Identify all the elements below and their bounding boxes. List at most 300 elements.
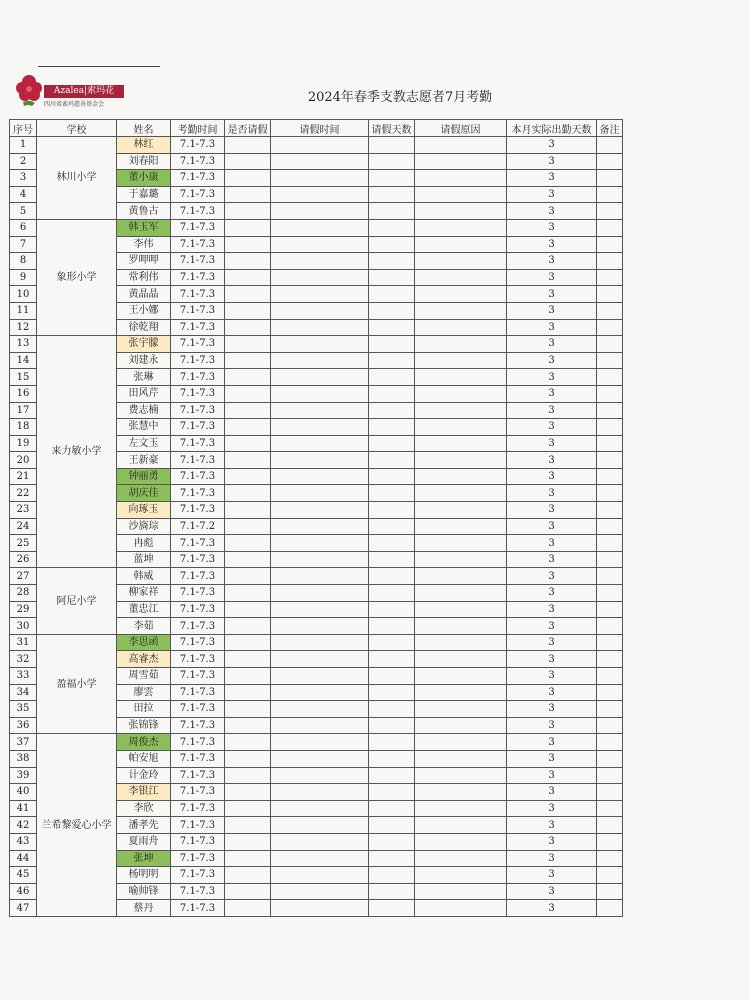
attendance-period: 7.1-7.3	[171, 634, 225, 651]
volunteer-name: 韩玉军	[117, 219, 171, 236]
school-name: 来力敏小学	[37, 336, 117, 568]
col-header-leave-reason: 请假原因	[415, 120, 507, 137]
row-number: 9	[10, 269, 37, 286]
volunteer-name: 帕安旭	[117, 750, 171, 767]
row-number: 19	[10, 435, 37, 452]
actual-attendance-days: 3	[507, 651, 597, 668]
leave-days	[369, 867, 415, 884]
logo-brand-text: Azalea|索玛花	[44, 85, 124, 98]
leave-reason	[415, 419, 507, 436]
actual-attendance-days: 3	[507, 551, 597, 568]
row-number: 38	[10, 750, 37, 767]
actual-attendance-days: 3	[507, 867, 597, 884]
actual-attendance-days: 3	[507, 435, 597, 452]
volunteer-name: 蔡丹	[117, 900, 171, 917]
actual-attendance-days: 3	[507, 817, 597, 834]
volunteer-name: 李欣	[117, 800, 171, 817]
actual-attendance-days: 3	[507, 153, 597, 170]
remark	[597, 734, 623, 751]
actual-attendance-days: 3	[507, 319, 597, 336]
leave-time	[271, 551, 369, 568]
leave-time	[271, 668, 369, 685]
logo-subtitle: 四川省索玛慈善基金会	[44, 101, 105, 108]
leave-reason	[415, 219, 507, 236]
table-row	[10, 634, 623, 651]
leave-days	[369, 352, 415, 369]
row-number: 18	[10, 419, 37, 436]
leave-reason	[415, 850, 507, 867]
remark	[597, 601, 623, 618]
leave-flag	[225, 286, 271, 303]
leave-reason	[415, 186, 507, 203]
attendance-table	[9, 119, 623, 917]
leave-time	[271, 684, 369, 701]
row-number: 45	[10, 867, 37, 884]
leave-days	[369, 618, 415, 635]
row-number: 36	[10, 717, 37, 734]
leave-flag	[225, 900, 271, 917]
leave-time	[271, 419, 369, 436]
volunteer-name: 田拉	[117, 701, 171, 718]
leave-flag	[225, 137, 271, 154]
volunteer-name: 张坤	[117, 850, 171, 867]
leave-time	[271, 435, 369, 452]
attendance-period: 7.1-7.3	[171, 137, 225, 154]
volunteer-name: 徐乾翔	[117, 319, 171, 336]
attendance-period: 7.1-7.3	[171, 219, 225, 236]
leave-reason	[415, 435, 507, 452]
leave-time	[271, 385, 369, 402]
remark	[597, 170, 623, 187]
row-number: 33	[10, 668, 37, 685]
actual-attendance-days: 3	[507, 833, 597, 850]
leave-time	[271, 585, 369, 602]
leave-time	[271, 634, 369, 651]
leave-flag	[225, 385, 271, 402]
attendance-period: 7.1-7.3	[171, 867, 225, 884]
leave-flag	[225, 618, 271, 635]
attendance-period: 7.1-7.3	[171, 468, 225, 485]
leave-days	[369, 518, 415, 535]
leave-days	[369, 734, 415, 751]
leave-reason	[415, 701, 507, 718]
attendance-period: 7.1-7.3	[171, 435, 225, 452]
page-title: 2024年春季支教志愿者7月考勤	[307, 90, 493, 105]
volunteer-name: 钟丽勇	[117, 468, 171, 485]
attendance-period: 7.1-7.3	[171, 850, 225, 867]
leave-flag	[225, 767, 271, 784]
leave-time	[271, 170, 369, 187]
leave-flag	[225, 518, 271, 535]
leave-days	[369, 435, 415, 452]
leave-reason	[415, 518, 507, 535]
leave-reason	[415, 800, 507, 817]
leave-flag	[225, 784, 271, 801]
volunteer-name: 李茹	[117, 618, 171, 635]
attendance-period: 7.1-7.3	[171, 883, 225, 900]
leave-flag	[225, 883, 271, 900]
row-number: 2	[10, 153, 37, 170]
volunteer-name: 王小娜	[117, 302, 171, 319]
leave-flag	[225, 452, 271, 469]
attendance-period: 7.1-7.3	[171, 618, 225, 635]
row-number: 4	[10, 186, 37, 203]
volunteer-name: 周俊杰	[117, 734, 171, 751]
attendance-period: 7.1-7.3	[171, 419, 225, 436]
leave-reason	[415, 634, 507, 651]
leave-days	[369, 784, 415, 801]
row-number: 13	[10, 336, 37, 353]
leave-time	[271, 734, 369, 751]
leave-time	[271, 137, 369, 154]
leave-reason	[415, 485, 507, 502]
leave-reason	[415, 286, 507, 303]
volunteer-name: 高睿杰	[117, 651, 171, 668]
leave-reason	[415, 568, 507, 585]
leave-days	[369, 170, 415, 187]
leave-time	[271, 900, 369, 917]
volunteer-name: 张锦锋	[117, 717, 171, 734]
leave-reason	[415, 402, 507, 419]
remark	[597, 833, 623, 850]
school-name: 兰希黎爱心小学	[37, 734, 117, 917]
col-header-no: 序号	[10, 120, 37, 137]
leave-flag	[225, 302, 271, 319]
leave-reason	[415, 651, 507, 668]
leave-reason	[415, 817, 507, 834]
row-number: 1	[10, 137, 37, 154]
leave-flag	[225, 402, 271, 419]
col-header-leave-days: 请假天数	[369, 120, 415, 137]
leave-days	[369, 302, 415, 319]
actual-attendance-days: 3	[507, 518, 597, 535]
leave-reason	[415, 502, 507, 519]
remark	[597, 701, 623, 718]
leave-flag	[225, 153, 271, 170]
attendance-period: 7.1-7.3	[171, 734, 225, 751]
leave-reason	[415, 883, 507, 900]
leave-flag	[225, 435, 271, 452]
leave-time	[271, 850, 369, 867]
volunteer-name: 张宇朦	[117, 336, 171, 353]
table-row	[10, 137, 623, 154]
actual-attendance-days: 3	[507, 717, 597, 734]
leave-flag	[225, 568, 271, 585]
leave-days	[369, 833, 415, 850]
col-header-leave: 是否请假	[225, 120, 271, 137]
actual-attendance-days: 3	[507, 601, 597, 618]
actual-attendance-days: 3	[507, 585, 597, 602]
leave-flag	[225, 551, 271, 568]
leave-flag	[225, 468, 271, 485]
leave-reason	[415, 253, 507, 270]
row-number: 35	[10, 701, 37, 718]
volunteer-name: 夏雨舟	[117, 833, 171, 850]
volunteer-name: 向琢玉	[117, 502, 171, 519]
remark	[597, 817, 623, 834]
leave-days	[369, 701, 415, 718]
attendance-period: 7.1-7.3	[171, 800, 225, 817]
leave-time	[271, 651, 369, 668]
actual-attendance-days: 3	[507, 734, 597, 751]
actual-attendance-days: 3	[507, 236, 597, 253]
school-name: 盈福小学	[37, 634, 117, 734]
row-number: 3	[10, 170, 37, 187]
attendance-period: 7.1-7.3	[171, 701, 225, 718]
leave-days	[369, 800, 415, 817]
attendance-period: 7.1-7.3	[171, 286, 225, 303]
leave-days	[369, 502, 415, 519]
col-header-school: 学校	[37, 120, 117, 137]
attendance-period: 7.1-7.3	[171, 535, 225, 552]
actual-attendance-days: 3	[507, 219, 597, 236]
leave-days	[369, 817, 415, 834]
col-header-period: 考勤时间	[171, 120, 225, 137]
leave-flag	[225, 850, 271, 867]
attendance-period: 7.1-7.3	[171, 170, 225, 187]
leave-time	[271, 186, 369, 203]
volunteer-name: 刘春阳	[117, 153, 171, 170]
row-number: 34	[10, 684, 37, 701]
remark	[597, 850, 623, 867]
col-header-remark: 备注	[597, 120, 623, 137]
row-number: 24	[10, 518, 37, 535]
attendance-period: 7.1-7.3	[171, 601, 225, 618]
leave-days	[369, 137, 415, 154]
volunteer-name: 董忠江	[117, 601, 171, 618]
table-row	[10, 336, 623, 353]
leave-flag	[225, 170, 271, 187]
leave-time	[271, 717, 369, 734]
volunteer-name: 董小康	[117, 170, 171, 187]
leave-days	[369, 402, 415, 419]
row-number: 25	[10, 535, 37, 552]
leave-days	[369, 883, 415, 900]
leave-flag	[225, 219, 271, 236]
leave-days	[369, 900, 415, 917]
volunteer-name: 杨明明	[117, 867, 171, 884]
actual-attendance-days: 3	[507, 137, 597, 154]
row-number: 37	[10, 734, 37, 751]
row-number: 16	[10, 385, 37, 402]
leave-reason	[415, 668, 507, 685]
volunteer-name: 黄鲁古	[117, 203, 171, 220]
leave-flag	[225, 502, 271, 519]
leave-time	[271, 203, 369, 220]
attendance-period: 7.1-7.3	[171, 319, 225, 336]
remark	[597, 784, 623, 801]
row-number: 39	[10, 767, 37, 784]
leave-reason	[415, 137, 507, 154]
remark	[597, 286, 623, 303]
leave-reason	[415, 867, 507, 884]
leave-flag	[225, 800, 271, 817]
leave-time	[271, 618, 369, 635]
leave-flag	[225, 867, 271, 884]
volunteer-name: 周雪茹	[117, 668, 171, 685]
leave-time	[271, 302, 369, 319]
leave-flag	[225, 336, 271, 353]
table-row	[10, 734, 623, 751]
remark	[597, 568, 623, 585]
leave-days	[369, 369, 415, 386]
remark	[597, 336, 623, 353]
attendance-period: 7.1-7.3	[171, 900, 225, 917]
leave-reason	[415, 269, 507, 286]
actual-attendance-days: 3	[507, 883, 597, 900]
leave-reason	[415, 684, 507, 701]
remark	[597, 800, 623, 817]
volunteer-name: 常利伟	[117, 269, 171, 286]
remark	[597, 767, 623, 784]
actual-attendance-days: 3	[507, 269, 597, 286]
leave-flag	[225, 253, 271, 270]
actual-attendance-days: 3	[507, 485, 597, 502]
attendance-period: 7.1-7.3	[171, 502, 225, 519]
header-rule	[38, 66, 160, 67]
leave-flag	[225, 352, 271, 369]
row-number: 46	[10, 883, 37, 900]
leave-days	[369, 535, 415, 552]
row-number: 31	[10, 634, 37, 651]
row-number: 41	[10, 800, 37, 817]
leave-flag	[225, 419, 271, 436]
leave-days	[369, 568, 415, 585]
actual-attendance-days: 3	[507, 502, 597, 519]
attendance-period: 7.1-7.3	[171, 385, 225, 402]
leave-reason	[415, 369, 507, 386]
leave-days	[369, 269, 415, 286]
actual-attendance-days: 3	[507, 668, 597, 685]
attendance-period: 7.1-7.3	[171, 352, 225, 369]
leave-days	[369, 385, 415, 402]
volunteer-name: 李伟	[117, 236, 171, 253]
actual-attendance-days: 3	[507, 701, 597, 718]
actual-attendance-days: 3	[507, 419, 597, 436]
leave-reason	[415, 302, 507, 319]
remark	[597, 253, 623, 270]
leave-reason	[415, 170, 507, 187]
row-number: 10	[10, 286, 37, 303]
leave-reason	[415, 468, 507, 485]
leave-flag	[225, 585, 271, 602]
volunteer-name: 李思函	[117, 634, 171, 651]
attendance-period: 7.1-7.3	[171, 402, 225, 419]
leave-time	[271, 568, 369, 585]
remark	[597, 750, 623, 767]
volunteer-name: 韩威	[117, 568, 171, 585]
actual-attendance-days: 3	[507, 900, 597, 917]
row-number: 21	[10, 468, 37, 485]
row-number: 42	[10, 817, 37, 834]
volunteer-name: 沙旖琮	[117, 518, 171, 535]
volunteer-name: 张琳	[117, 369, 171, 386]
actual-attendance-days: 3	[507, 402, 597, 419]
school-name: 林川小学	[37, 137, 117, 220]
remark	[597, 717, 623, 734]
actual-attendance-days: 3	[507, 535, 597, 552]
volunteer-name: 于嘉璐	[117, 186, 171, 203]
table-row	[10, 568, 623, 585]
volunteer-name: 潘孝先	[117, 817, 171, 834]
actual-attendance-days: 3	[507, 767, 597, 784]
remark	[597, 302, 623, 319]
leave-time	[271, 867, 369, 884]
leave-days	[369, 219, 415, 236]
leave-time	[271, 253, 369, 270]
leave-reason	[415, 551, 507, 568]
leave-flag	[225, 236, 271, 253]
actual-attendance-days: 3	[507, 850, 597, 867]
leave-flag	[225, 319, 271, 336]
leave-time	[271, 219, 369, 236]
leave-days	[369, 717, 415, 734]
leave-days	[369, 153, 415, 170]
leave-reason	[415, 352, 507, 369]
attendance-period: 7.1-7.3	[171, 585, 225, 602]
remark	[597, 651, 623, 668]
row-number: 23	[10, 502, 37, 519]
row-number: 30	[10, 618, 37, 635]
leave-time	[271, 352, 369, 369]
volunteer-name: 王新豪	[117, 452, 171, 469]
leave-flag	[225, 601, 271, 618]
leave-time	[271, 883, 369, 900]
leave-time	[271, 767, 369, 784]
leave-reason	[415, 203, 507, 220]
remark	[597, 137, 623, 154]
leave-days	[369, 750, 415, 767]
leave-time	[271, 153, 369, 170]
remark	[597, 668, 623, 685]
volunteer-name: 喻帅锋	[117, 883, 171, 900]
volunteer-name: 冉彪	[117, 535, 171, 552]
leave-reason	[415, 833, 507, 850]
volunteer-name: 刘建永	[117, 352, 171, 369]
attendance-period: 7.1-7.3	[171, 253, 225, 270]
table-body	[10, 137, 623, 917]
leave-days	[369, 419, 415, 436]
attendance-period: 7.1-7.3	[171, 833, 225, 850]
volunteer-name: 蓝坤	[117, 551, 171, 568]
row-number: 14	[10, 352, 37, 369]
leave-flag	[225, 369, 271, 386]
azalea-flower-icon	[14, 72, 44, 108]
leave-time	[271, 535, 369, 552]
leave-time	[271, 402, 369, 419]
leave-flag	[225, 535, 271, 552]
leave-days	[369, 850, 415, 867]
col-header-actual-days: 本月实际出勤天数	[507, 120, 597, 137]
remark	[597, 618, 623, 635]
row-number: 15	[10, 369, 37, 386]
row-number: 5	[10, 203, 37, 220]
leave-flag	[225, 833, 271, 850]
row-number: 8	[10, 253, 37, 270]
row-number: 32	[10, 651, 37, 668]
attendance-period: 7.1-7.3	[171, 186, 225, 203]
leave-reason	[415, 900, 507, 917]
actual-attendance-days: 3	[507, 170, 597, 187]
remark	[597, 203, 623, 220]
actual-attendance-days: 3	[507, 784, 597, 801]
remark	[597, 468, 623, 485]
leave-time	[271, 286, 369, 303]
leave-reason	[415, 784, 507, 801]
leave-time	[271, 502, 369, 519]
attendance-period: 7.1-7.2	[171, 518, 225, 535]
leave-days	[369, 485, 415, 502]
